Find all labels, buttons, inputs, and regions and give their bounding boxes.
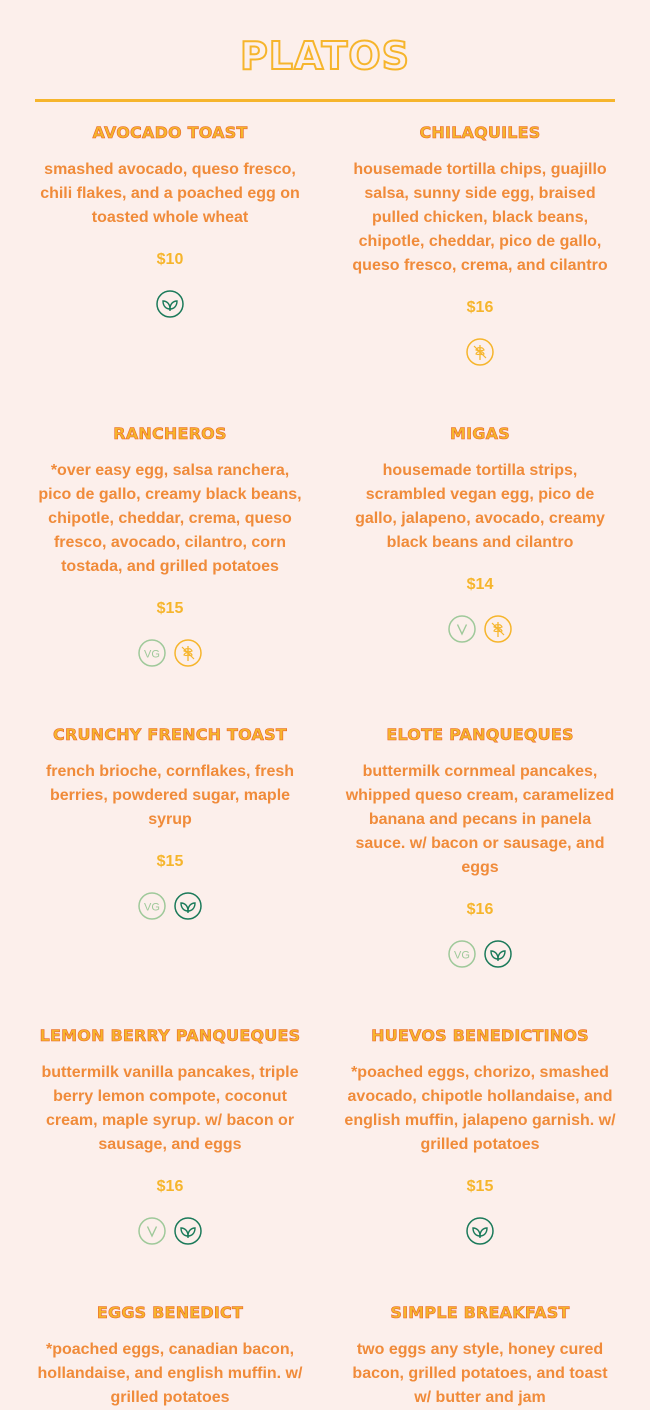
menu-item-description: buttermilk vanilla pancakes, triple berry lemon compote, coconut cream, maple syrup. w/ bacon or sausage, and eggs: [41, 1064, 299, 1153]
menu-item-description: french brioche, cornflakes, fresh berries, powdered sugar, maple syrup: [45, 763, 295, 828]
leaf-icon: [156, 290, 184, 318]
vegan-icon: [448, 615, 476, 643]
leaf-icon: [466, 1217, 494, 1245]
menu-item: [34, 1025, 306, 1245]
menu-item: [344, 122, 616, 366]
menu-item-price: $15: [156, 600, 184, 617]
dietary-icons: [34, 1217, 306, 1245]
svg-text:VG: VG: [144, 648, 160, 661]
menu-item: [344, 423, 616, 643]
menu-item: [344, 724, 616, 968]
menu-item-name: EGGS BENEDICT: [96, 1303, 244, 1322]
menu-item-price: $16: [466, 901, 494, 918]
menu-item-price: $15: [156, 853, 184, 870]
menu-item-description: buttermilk cornmeal pancakes, whipped queso cream, caramelized banana and pecans in panela sauce. w/ bacon or sausage, and eggs: [345, 763, 615, 876]
menu-item-name: AVOCADO TOAST: [92, 123, 248, 142]
menu-item-price: $10: [156, 251, 184, 268]
menu-item-price: $16: [466, 299, 494, 316]
menu-item-description: *over easy egg, salsa ranchera, pico de gallo, creamy black beans, chipotle, cheddar, crema, queso fresco, avocado, cilantro, corn tostada, and grilled potatoes: [38, 462, 302, 575]
dietary-icons: [344, 615, 616, 643]
svg-text:VG: VG: [144, 901, 160, 914]
menu-item: [344, 1302, 616, 1410]
gluten-free-icon: [484, 615, 512, 643]
menu-item-price: $14: [466, 576, 494, 593]
vegetarian-icon: [448, 940, 476, 968]
menu-item-description: two eggs any style, honey cured bacon, grilled potatoes, and toast w/ butter and jam: [352, 1341, 608, 1406]
svg-text:VG: VG: [454, 949, 470, 962]
vegan-icon: [138, 1217, 166, 1245]
dietary-icons: [34, 290, 306, 318]
menu-item-name: HUEVOS BENEDICTINOS: [371, 1026, 589, 1045]
menu-item: [34, 423, 306, 667]
menu-item: [34, 1302, 306, 1410]
menu-item-name: CHILAQUILES: [419, 123, 541, 142]
dietary-icons: [34, 892, 306, 920]
gluten-free-icon: [174, 639, 202, 667]
menu-item-price: $15: [466, 1178, 494, 1195]
vegetarian-icon: [138, 892, 166, 920]
page-title: PLATOS: [239, 34, 411, 78]
leaf-icon: [484, 940, 512, 968]
menu-item-description: housemade tortilla strips, scrambled vegan egg, pico de gallo, jalapeno, avocado, creamy black beans and cilantro: [355, 462, 605, 551]
menu-item-description: smashed avocado, queso fresco, chili flakes, and a poached egg on toasted whole wheat: [40, 161, 300, 226]
menu-item: [344, 1025, 616, 1245]
menu-item-description: housemade tortilla chips, guajillo salsa, sunny side egg, braised pulled chicken, black beans, chipotle, cheddar, pico de gallo, queso fresco, crema, and cilantro: [352, 161, 608, 274]
leaf-icon: [174, 892, 202, 920]
menu-item-name: ELOTE PANQUEQUES: [386, 725, 574, 744]
menu-item: [34, 122, 306, 318]
menu-item: [34, 724, 306, 920]
title-divider: [35, 99, 615, 102]
dietary-icons: [344, 940, 616, 968]
menu-item-name: SIMPLE BREAKFAST: [390, 1303, 570, 1322]
menu-item-name: RANCHEROS: [113, 424, 227, 443]
menu-item-name: CRUNCHY FRENCH TOAST: [53, 725, 287, 744]
leaf-icon: [174, 1217, 202, 1245]
dietary-icons: [344, 1217, 616, 1245]
gluten-free-icon: [466, 338, 494, 366]
menu-item-description: *poached eggs, chorizo, smashed avocado, chipotle hollandaise, and english muffin, jalapeno garnish. w/ grilled potatoes: [344, 1064, 616, 1153]
dietary-icons: [34, 639, 306, 667]
menu-item-price: $16: [156, 1178, 184, 1195]
menu-item-name: LEMON BERRY PANQUEQUES: [39, 1026, 301, 1045]
menu-item-name: MIGAS: [450, 424, 510, 443]
vegetarian-icon: [138, 639, 166, 667]
dietary-icons: [344, 338, 616, 366]
menu-item-description: *poached eggs, canadian bacon, hollandaise, and english muffin. w/ grilled potatoes: [37, 1341, 303, 1406]
